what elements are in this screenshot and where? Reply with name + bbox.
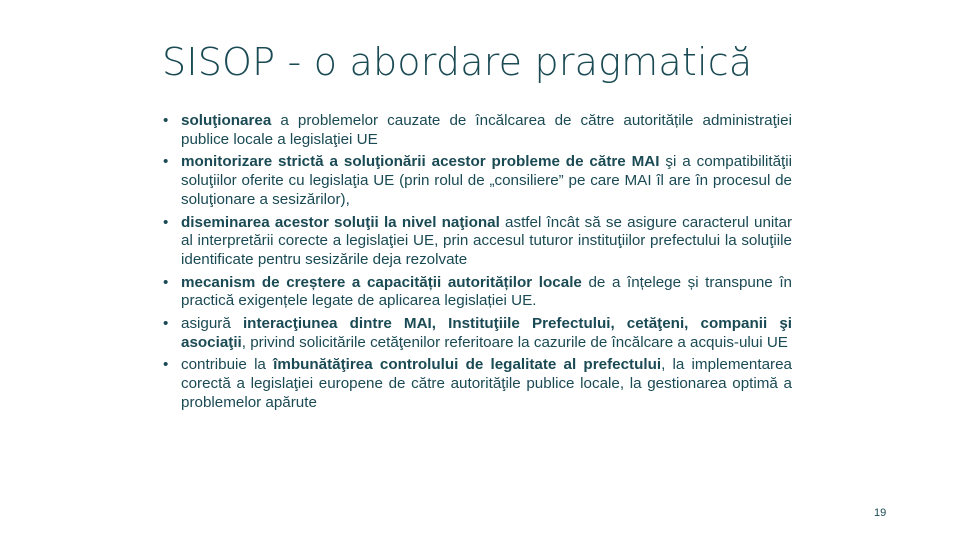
bullet-item-solutionarea: [162, 112, 792, 149]
bullet-bold-text: diseminarea acestor soluţii la nivel naţional: [181, 213, 500, 231]
bullet-text: de a înțelege și transpune în practică exigențele legate de aplicarea legislației UE.: [181, 273, 792, 310]
bullet-bold-text: interacţiunea dintre MAI, Instituţiile Prefectului, cetăţeni, companii şi asociaţii: [181, 315, 792, 351]
bullet-text: astfel încât să se asigure caracterul unitar al interpretării corecte a legislaţiei UE, prin accesul tuturor instituţiilor prefectului la soluţiile identificate pentru sesizările deja rezolvate: [181, 213, 792, 268]
bullet-icon: •: [163, 112, 169, 129]
slide-title: SISOP - o abordare pragmatică: [162, 40, 753, 84]
bullet-icon: •: [163, 153, 169, 171]
bullet-text: a problemelor cauzate de încălcarea de către autoritățile administraţiei publice locale a legislaţiei UE: [181, 112, 792, 148]
bullet-text-lead: contribuie la: [181, 356, 274, 374]
bullet-bold-text: monitorizare strictă a soluţionării acestor probleme de către MAI: [181, 153, 660, 171]
page-number: 19: [874, 507, 887, 519]
bullet-item-contribuie: [162, 356, 792, 412]
bullet-item-mecanism: [162, 274, 792, 311]
bullet-text: , privind solicitările cetăţenilor referitoare la cazurile de încălcare a acquis-ului UE: [241, 333, 788, 351]
bullet-list: [162, 112, 792, 417]
bullet-item-asigura: [162, 315, 792, 352]
bullet-icon: •: [163, 273, 169, 291]
bullet-item-diseminarea: [162, 214, 792, 270]
bullet-bold-text: îmbunătăţirea controlului de legalitate al prefectului: [273, 356, 662, 374]
bullet-icon: •: [163, 213, 169, 231]
bullet-icon: •: [163, 356, 169, 374]
bullet-bold-text: mecanism de creștere a capacității autorităților locale: [181, 273, 582, 291]
bullet-bold-text: soluţionarea: [181, 112, 272, 129]
bullet-item-monitorizare: [162, 153, 792, 209]
bullet-text: şi a compatibilităţii soluţiilor oferite cu legislaţia UE (prin rolul de „consiliere” pe care MAI îl are în procesul de soluţionare a sesizărilor),: [181, 153, 792, 208]
bullet-text-lead: asigură: [181, 315, 243, 333]
bullet-text: , la implementarea corectă a legislaţiei europene de către autorităţile publice locale, la gestionarea optimă a problemelor apărute: [181, 356, 792, 411]
bullet-icon: •: [163, 315, 169, 333]
